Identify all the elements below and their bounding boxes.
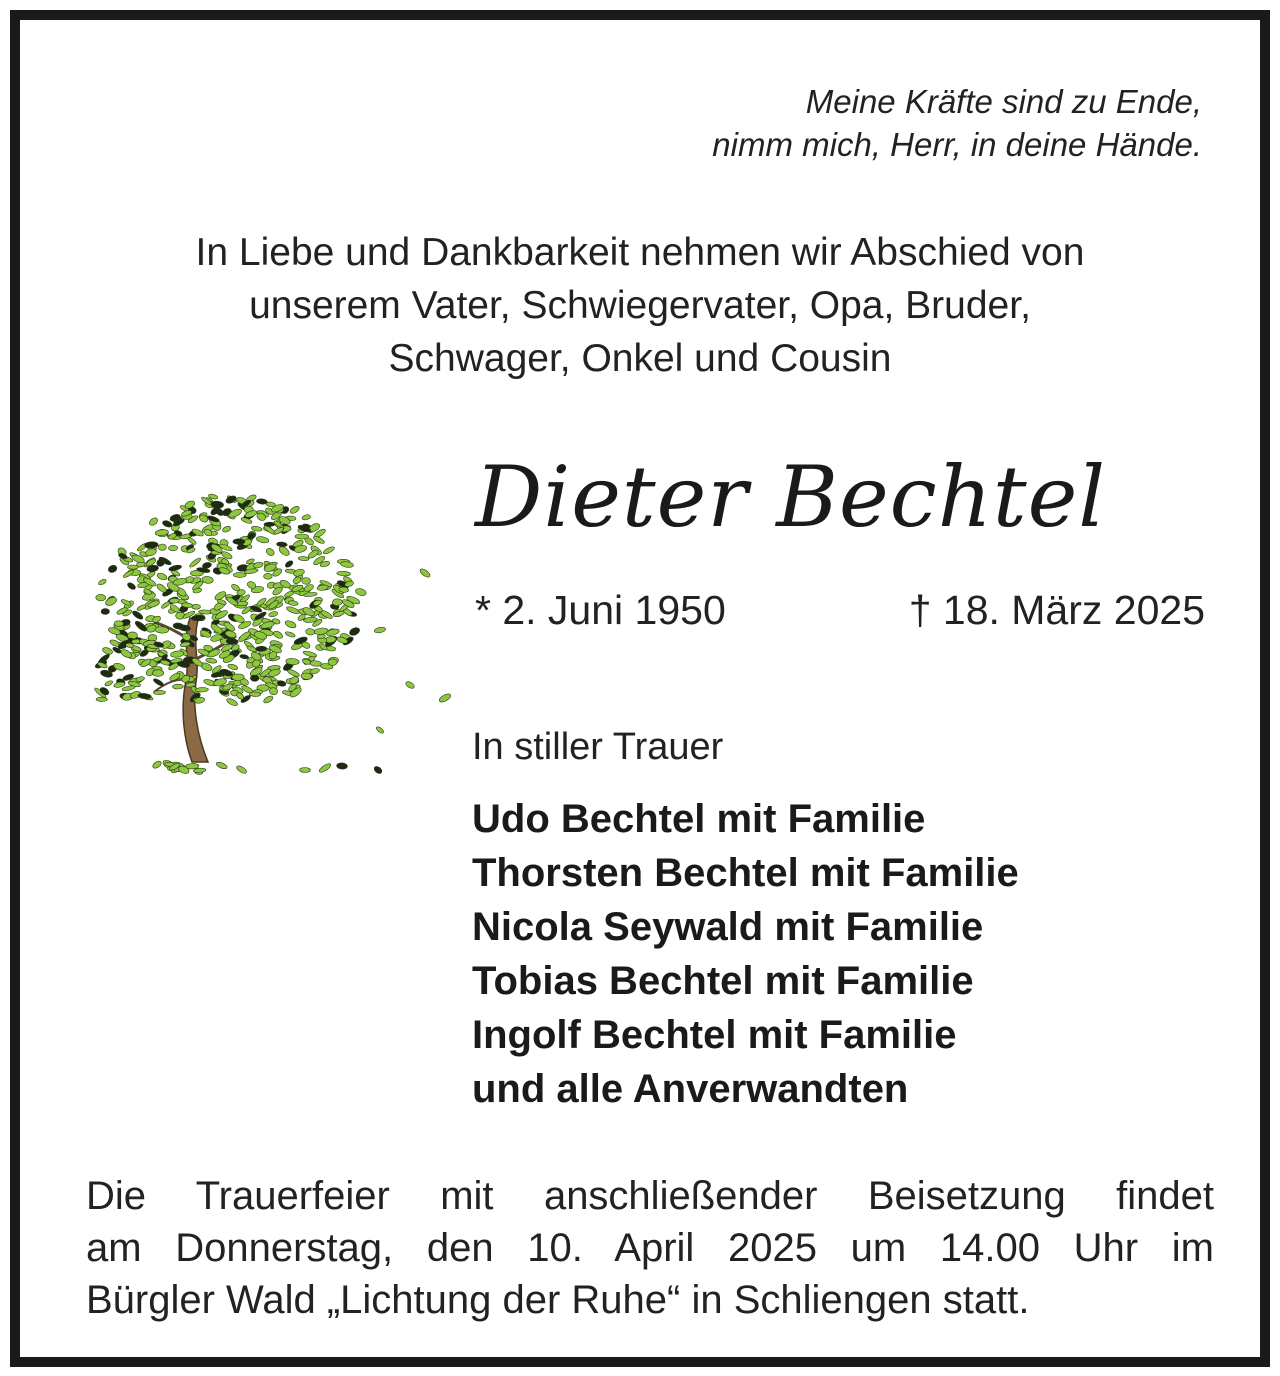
leaf-shape	[332, 598, 343, 606]
death-date: † 18. März 2025	[908, 587, 1205, 633]
leaf-shape	[156, 572, 168, 581]
leaf-shape	[288, 600, 299, 606]
leaf-shape	[300, 767, 311, 772]
motto-line: Meine Kräfte sind zu Ende,	[805, 83, 1202, 120]
leaf-shape	[227, 663, 238, 671]
leaf-shape	[374, 626, 386, 633]
leaf-shape	[107, 564, 118, 574]
leaf-shape	[284, 619, 297, 629]
leaf-shape	[126, 581, 136, 590]
leaf-shape	[98, 578, 107, 586]
leaf-shape	[263, 695, 274, 705]
leaf-shape	[135, 676, 145, 683]
leaf-shape	[265, 547, 276, 557]
leaf-shape	[102, 646, 114, 655]
ceremony-line: Die Trauerfeier mit anschließender Beisetzung findet	[86, 1174, 1214, 1218]
leaf-shape	[249, 692, 261, 697]
intro-line: Schwager, Onkel und Cousin	[388, 337, 892, 380]
ceremony-line: am Donnerstag, den 10. April 2025 um 14.00 Uhr im	[86, 1226, 1214, 1270]
leaf-shape	[373, 765, 383, 775]
mourner-name: Udo Bechtel mit Familie	[472, 797, 926, 841]
leaf-shape	[205, 657, 217, 663]
leaf-shape	[355, 587, 367, 596]
leaf-shape	[143, 588, 152, 596]
leaf-shape	[289, 505, 300, 515]
leaf-shape	[173, 622, 184, 629]
leaf-shape	[438, 692, 452, 703]
leaf-shape	[153, 690, 165, 695]
leaf-shape	[286, 605, 300, 615]
leaf-shape	[309, 667, 320, 674]
leaf-shape	[272, 630, 284, 640]
leaf-shape	[188, 557, 201, 569]
leaf-shape	[348, 626, 360, 637]
leaf-shape	[191, 615, 205, 621]
leaf-shape	[375, 726, 384, 735]
motto-verse	[712, 80, 1202, 166]
mourner-name: Nicola Seywald mit Familie	[472, 905, 984, 949]
leaf-shape	[298, 556, 309, 561]
leaf-shape	[268, 611, 278, 618]
leaf-shape	[138, 693, 152, 700]
leaf-shape	[419, 567, 432, 578]
leaf-shape	[305, 628, 315, 635]
leaf-shape	[96, 697, 107, 701]
leaf-shape	[192, 604, 201, 609]
leaf-shape	[104, 680, 113, 687]
ceremony-line: Bürgler Wald „Lichtung der Ruhe“ in Schliengen statt.	[86, 1278, 1030, 1322]
leaf-shape	[235, 764, 247, 774]
leaf-shape	[148, 516, 159, 527]
leaf-shape	[256, 536, 270, 544]
leaf-shape	[104, 596, 117, 607]
leaf-shape	[285, 631, 296, 638]
obituary-frame	[10, 10, 1270, 1367]
leaf-shape	[293, 568, 306, 577]
leaf-shape	[158, 544, 166, 551]
leaf-shape	[405, 680, 416, 689]
leaf-shape	[276, 542, 287, 548]
leaf-shape	[169, 598, 179, 603]
leaf-shape	[172, 684, 183, 689]
leaf-shape	[233, 539, 245, 545]
mourner-name: Thorsten Bechtel mit Familie	[472, 851, 1019, 895]
mourner-name: und alle Anverwandten	[472, 1067, 909, 1111]
leaf-shape	[136, 604, 147, 612]
ceremony-info	[86, 1170, 1214, 1326]
leaf-shape	[264, 573, 273, 579]
leaf-shape	[328, 659, 337, 666]
motto-line: nimm mich, Herr, in deine Hände.	[712, 126, 1202, 163]
leaf-shape	[168, 564, 182, 572]
windblown-tree-icon	[80, 440, 460, 785]
leaf-shape	[118, 552, 128, 560]
birth-date: * 2. Juni 1950	[475, 587, 726, 633]
leaf-shape	[302, 514, 312, 521]
mourner-name: Ingolf Bechtel mit Familie	[472, 1013, 957, 1057]
leaf-shape	[114, 621, 124, 627]
leaf-shape	[96, 594, 106, 600]
leaf-shape	[113, 681, 125, 688]
leaf-shape	[318, 762, 332, 774]
leaf-shape	[310, 660, 322, 667]
leaf-shape	[253, 561, 264, 568]
leaf-shape	[239, 654, 249, 660]
leaf-shape	[152, 670, 163, 677]
leaf-shape	[284, 559, 294, 568]
leaf-shape	[226, 697, 239, 707]
mourners-list	[472, 792, 1019, 1116]
intro-line: In Liebe und Dankbarkeit nehmen wir Abschied von	[195, 231, 1085, 274]
leaf-shape	[153, 678, 165, 687]
leaf-shape	[337, 571, 351, 577]
leaf-shape	[222, 525, 232, 533]
leaf-shape	[152, 760, 163, 770]
leaf-shape	[215, 761, 228, 770]
leaf-shape	[250, 675, 259, 682]
intro-line: unserem Vater, Schwiegervater, Opa, Bruder,	[249, 284, 1031, 327]
life-dates	[475, 587, 1205, 637]
deceased-name: Dieter Bechtel	[475, 448, 1107, 546]
mourning-heading: In stiller Trauer	[472, 726, 724, 768]
leaf-shape	[168, 545, 177, 551]
leaf-shape	[226, 638, 238, 645]
leaf-shape	[225, 494, 237, 504]
leaf-shape	[155, 582, 167, 593]
leaf-shape	[233, 572, 246, 577]
leaf-shape	[295, 534, 309, 539]
leaf-shape	[302, 577, 311, 584]
leaf-shape	[128, 565, 139, 569]
leaf-shape	[336, 762, 347, 769]
leaf-shape	[195, 687, 209, 692]
leaf-shape	[322, 545, 335, 555]
leaf-shape	[101, 609, 109, 615]
leaf-shape	[232, 674, 245, 681]
leaf-shape	[256, 646, 267, 651]
leaf-shape	[131, 610, 144, 621]
leaf-shape	[340, 561, 354, 568]
leaf-shape	[170, 650, 184, 658]
mourner-name: Tobias Bechtel mit Familie	[472, 959, 974, 1003]
intro-text	[80, 226, 1200, 385]
